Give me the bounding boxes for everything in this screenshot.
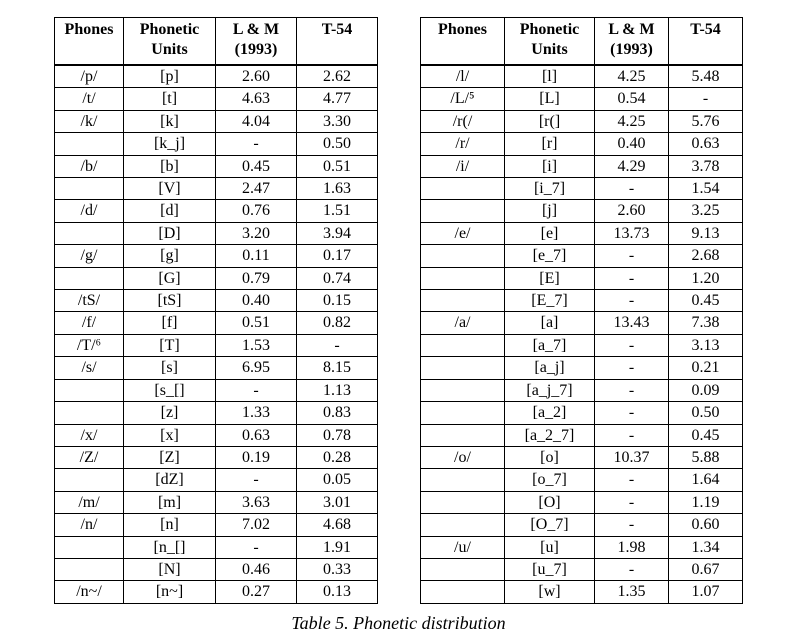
lm-1993-value-cell: - (595, 334, 669, 356)
t54-value-cell: 3.13 (669, 334, 743, 356)
t54-value-cell: 3.94 (297, 222, 378, 244)
lm-1993-value-cell: - (595, 469, 669, 491)
header-phonetic-units: Phonetic Units (124, 18, 216, 66)
t54-value-cell: 0.15 (297, 290, 378, 312)
t54-value-cell: 0.33 (297, 558, 378, 580)
t54-value-cell: 0.78 (297, 424, 378, 446)
t54-value-cell: 1.07 (669, 581, 743, 603)
lm-1993-value-cell: 0.63 (216, 424, 297, 446)
lm-1993-value-cell: 3.20 (216, 222, 297, 244)
t54-value-cell: 1.19 (669, 491, 743, 513)
t54-value-cell: 0.67 (669, 558, 743, 580)
phonetic-unit-cell: [G] (124, 267, 216, 289)
phonetic-unit-cell: [r] (505, 133, 595, 155)
phonetic-unit-cell: [N] (124, 558, 216, 580)
t54-value-cell: 0.51 (297, 155, 378, 177)
phone-cell: /i/ (421, 155, 505, 177)
phonetic-unit-cell: [L] (505, 88, 595, 110)
lm-1993-value-cell: 0.54 (595, 88, 669, 110)
phonetic-unit-cell: [n~] (124, 581, 216, 603)
phone-cell: /x/ (55, 424, 124, 446)
phone-cell: /t/ (55, 88, 124, 110)
lm-1993-value-cell: 3.63 (216, 491, 297, 513)
phone-cell (55, 402, 124, 424)
lm-1993-value-cell: 0.46 (216, 558, 297, 580)
table-row (421, 379, 743, 401)
t54-value-cell: 1.64 (669, 469, 743, 491)
table-row (421, 469, 743, 491)
lm-1993-value-cell: 2.47 (216, 178, 297, 200)
phone-cell (421, 200, 505, 222)
header-phonetic-units: Phonetic Units (505, 18, 595, 66)
lm-1993-value-cell: - (595, 178, 669, 200)
phonetic-unit-cell: [a_j_7] (505, 379, 595, 401)
table-row (421, 110, 743, 132)
t54-value-cell: 0.63 (669, 133, 743, 155)
header-t54: T-54 (297, 18, 378, 66)
lm-1993-value-cell: 6.95 (216, 357, 297, 379)
phonetic-unit-cell: [a_j] (505, 357, 595, 379)
lm-1993-value-cell: - (216, 536, 297, 558)
table-row (55, 469, 378, 491)
table-row (55, 312, 378, 334)
lm-1993-value-cell: 10.37 (595, 446, 669, 468)
table-row (421, 200, 743, 222)
lm-1993-value-cell: - (595, 514, 669, 536)
phonetic-unit-cell: [o] (505, 446, 595, 468)
phone-cell (55, 379, 124, 401)
phone-cell: /n/ (55, 514, 124, 536)
phone-cell (55, 267, 124, 289)
phonetic-unit-cell: [i] (505, 155, 595, 177)
lm-1993-value-cell: - (216, 469, 297, 491)
lm-1993-value-cell: - (595, 290, 669, 312)
phonetic-unit-cell: [x] (124, 424, 216, 446)
lm-1993-value-cell: 0.76 (216, 200, 297, 222)
t54-value-cell: 1.20 (669, 267, 743, 289)
phonetic-unit-cell: [T] (124, 334, 216, 356)
table-row (421, 65, 743, 88)
t54-value-cell: 5.76 (669, 110, 743, 132)
lm-1993-value-cell: 4.25 (595, 65, 669, 88)
lm-1993-value-cell: - (595, 491, 669, 513)
table-row (421, 312, 743, 334)
phonetic-unit-cell: [o_7] (505, 469, 595, 491)
table-row (55, 424, 378, 446)
phone-cell (421, 334, 505, 356)
table-row (55, 334, 378, 356)
phonetic-unit-cell: [k] (124, 110, 216, 132)
t54-value-cell: - (669, 88, 743, 110)
table-row (421, 178, 743, 200)
t54-value-cell: 1.51 (297, 200, 378, 222)
t54-value-cell: 0.50 (669, 402, 743, 424)
t54-value-cell: 0.45 (669, 290, 743, 312)
phone-cell (421, 267, 505, 289)
phone-cell (421, 290, 505, 312)
table-row (55, 155, 378, 177)
phonetic-unit-cell: [n_[] (124, 536, 216, 558)
t54-value-cell: 3.25 (669, 200, 743, 222)
phone-cell (421, 379, 505, 401)
phonetic-unit-cell: [n] (124, 514, 216, 536)
t54-value-cell: 3.01 (297, 491, 378, 513)
table-row (55, 558, 378, 580)
table-row (55, 65, 378, 88)
phonetic-unit-cell: [a] (505, 312, 595, 334)
table-row (55, 110, 378, 132)
t54-value-cell: 2.62 (297, 65, 378, 88)
table-row (55, 200, 378, 222)
t54-value-cell: 1.34 (669, 536, 743, 558)
table-row (421, 514, 743, 536)
lm-1993-value-cell: 1.98 (595, 536, 669, 558)
table-row (421, 222, 743, 244)
header-t54: T-54 (669, 18, 743, 66)
phonetic-unit-cell: [b] (124, 155, 216, 177)
table-row (55, 133, 378, 155)
header-phones: Phones (55, 18, 124, 66)
phonetic-unit-cell: [u_7] (505, 558, 595, 580)
t54-value-cell: 0.60 (669, 514, 743, 536)
table-row (421, 133, 743, 155)
lm-1993-value-cell: 0.45 (216, 155, 297, 177)
phone-cell: /p/ (55, 65, 124, 88)
phone-cell: /a/ (421, 312, 505, 334)
phonetic-unit-cell: [Z] (124, 446, 216, 468)
t54-value-cell: 0.83 (297, 402, 378, 424)
lm-1993-value-cell: 0.40 (595, 133, 669, 155)
lm-1993-value-cell: 0.40 (216, 290, 297, 312)
lm-1993-value-cell: - (595, 245, 669, 267)
table-row (421, 245, 743, 267)
phone-cell (55, 133, 124, 155)
t54-value-cell: 0.82 (297, 312, 378, 334)
table-row (421, 558, 743, 580)
header-lm-1993: L & M (1993) (595, 18, 669, 66)
header-lm-1993: L & M (1993) (216, 18, 297, 66)
phone-cell: /d/ (55, 200, 124, 222)
t54-value-cell: 7.38 (669, 312, 743, 334)
phone-cell: /T/⁶ (55, 334, 124, 356)
phone-cell: /s/ (55, 357, 124, 379)
t54-value-cell: 0.13 (297, 581, 378, 603)
phone-cell (421, 558, 505, 580)
lm-1993-value-cell: - (216, 379, 297, 401)
phone-cell: /r(/ (421, 110, 505, 132)
phone-cell (421, 424, 505, 446)
phone-cell: /b/ (55, 155, 124, 177)
phonetic-unit-cell: [a_7] (505, 334, 595, 356)
phone-cell (55, 536, 124, 558)
table-row (55, 222, 378, 244)
t54-value-cell: 0.45 (669, 424, 743, 446)
table-row (55, 267, 378, 289)
phonetic-unit-cell: [p] (124, 65, 216, 88)
lm-1993-value-cell: 0.51 (216, 312, 297, 334)
lm-1993-value-cell: 2.60 (216, 65, 297, 88)
table-row (421, 267, 743, 289)
table-row (421, 424, 743, 446)
phone-cell (55, 178, 124, 200)
phone-cell: /u/ (421, 536, 505, 558)
phonetic-unit-cell: [E] (505, 267, 595, 289)
phonetic-unit-cell: [f] (124, 312, 216, 334)
phonetic-unit-cell: [r(] (505, 110, 595, 132)
left-distribution-table (54, 17, 378, 604)
phone-cell (55, 469, 124, 491)
lm-1993-value-cell: 4.29 (595, 155, 669, 177)
header-row (55, 18, 378, 66)
phone-cell: /n~/ (55, 581, 124, 603)
table-row (55, 245, 378, 267)
phonetic-unit-cell: [e_7] (505, 245, 595, 267)
table-row (421, 446, 743, 468)
t54-value-cell: 0.21 (669, 357, 743, 379)
phone-cell (421, 469, 505, 491)
t54-value-cell: 0.05 (297, 469, 378, 491)
t54-value-cell: 3.78 (669, 155, 743, 177)
lm-1993-value-cell: 4.04 (216, 110, 297, 132)
table-row (55, 88, 378, 110)
table-row (55, 536, 378, 558)
t54-value-cell: 0.09 (669, 379, 743, 401)
table-row (421, 402, 743, 424)
table-row (55, 581, 378, 603)
lm-1993-value-cell: 13.73 (595, 222, 669, 244)
lm-1993-value-cell: - (595, 379, 669, 401)
lm-1993-value-cell: 4.25 (595, 110, 669, 132)
t54-value-cell: 0.74 (297, 267, 378, 289)
t54-value-cell: 1.63 (297, 178, 378, 200)
t54-value-cell: 3.30 (297, 110, 378, 132)
phonetic-unit-cell: [w] (505, 581, 595, 603)
table-row (421, 581, 743, 603)
phone-cell (421, 245, 505, 267)
lm-1993-value-cell: 1.53 (216, 334, 297, 356)
lm-1993-value-cell: 0.27 (216, 581, 297, 603)
phone-cell (421, 357, 505, 379)
t54-value-cell: 1.54 (669, 178, 743, 200)
t54-value-cell: 2.68 (669, 245, 743, 267)
phonetic-unit-cell: [k_j] (124, 133, 216, 155)
left-table-body (55, 65, 378, 603)
table-row (55, 446, 378, 468)
t54-value-cell: 1.91 (297, 536, 378, 558)
phone-cell: /o/ (421, 446, 505, 468)
table-row (55, 514, 378, 536)
header-row (421, 18, 743, 66)
phonetic-unit-cell: [dZ] (124, 469, 216, 491)
phone-cell (421, 581, 505, 603)
phonetic-unit-cell: [e] (505, 222, 595, 244)
phone-cell: /f/ (55, 312, 124, 334)
t54-value-cell: 1.13 (297, 379, 378, 401)
phonetic-unit-cell: [l] (505, 65, 595, 88)
t54-value-cell: 0.50 (297, 133, 378, 155)
lm-1993-value-cell: - (595, 402, 669, 424)
t54-value-cell: 9.13 (669, 222, 743, 244)
lm-1993-value-cell: - (595, 424, 669, 446)
lm-1993-value-cell: 0.79 (216, 267, 297, 289)
t54-value-cell: 0.17 (297, 245, 378, 267)
phonetic-unit-cell: [D] (124, 222, 216, 244)
phonetic-unit-cell: [u] (505, 536, 595, 558)
phonetic-unit-cell: [m] (124, 491, 216, 513)
phone-cell: /e/ (421, 222, 505, 244)
t54-value-cell: 0.28 (297, 446, 378, 468)
phone-cell: /tS/ (55, 290, 124, 312)
lm-1993-value-cell: 13.43 (595, 312, 669, 334)
phone-cell (421, 491, 505, 513)
phonetic-unit-cell: [g] (124, 245, 216, 267)
table-row (421, 155, 743, 177)
phone-cell (421, 402, 505, 424)
lm-1993-value-cell: 2.60 (595, 200, 669, 222)
table-row (421, 491, 743, 513)
lm-1993-value-cell: 7.02 (216, 514, 297, 536)
phone-cell: /m/ (55, 491, 124, 513)
phonetic-unit-cell: [t] (124, 88, 216, 110)
right-distribution-table (420, 17, 743, 604)
lm-1993-value-cell: 0.11 (216, 245, 297, 267)
phonetic-unit-cell: [E_7] (505, 290, 595, 312)
phonetic-unit-cell: [z] (124, 402, 216, 424)
t54-value-cell: 4.68 (297, 514, 378, 536)
lm-1993-value-cell: 4.63 (216, 88, 297, 110)
phonetic-unit-cell: [j] (505, 200, 595, 222)
t54-value-cell: - (297, 334, 378, 356)
table-row (55, 491, 378, 513)
phonetic-unit-cell: [O_7] (505, 514, 595, 536)
phone-cell (421, 178, 505, 200)
lm-1993-value-cell: - (216, 133, 297, 155)
phone-cell: /l/ (421, 65, 505, 88)
table-caption: Table 5. Phonetic distribution (291, 613, 506, 633)
table-row (421, 88, 743, 110)
lm-1993-value-cell: 1.33 (216, 402, 297, 424)
phonetic-unit-cell: [tS] (124, 290, 216, 312)
phone-cell: /k/ (55, 110, 124, 132)
table-row (421, 334, 743, 356)
phone-cell: /g/ (55, 245, 124, 267)
phonetic-unit-cell: [d] (124, 200, 216, 222)
t54-value-cell: 8.15 (297, 357, 378, 379)
phonetic-unit-cell: [s] (124, 357, 216, 379)
table-row (421, 536, 743, 558)
lm-1993-value-cell: - (595, 267, 669, 289)
table-row (421, 290, 743, 312)
phonetic-unit-cell: [s_[] (124, 379, 216, 401)
table-row (55, 402, 378, 424)
phone-cell (55, 222, 124, 244)
phone-cell: /L/⁵ (421, 88, 505, 110)
lm-1993-value-cell: 1.35 (595, 581, 669, 603)
t54-value-cell: 4.77 (297, 88, 378, 110)
t54-value-cell: 5.88 (669, 446, 743, 468)
phonetic-unit-cell: [O] (505, 491, 595, 513)
phonetic-unit-cell: [i_7] (505, 178, 595, 200)
table-row (55, 178, 378, 200)
phonetic-unit-cell: [a_2] (505, 402, 595, 424)
table-row (55, 379, 378, 401)
header-phones: Phones (421, 18, 505, 66)
t54-value-cell: 5.48 (669, 65, 743, 88)
table-row (421, 357, 743, 379)
table-row (55, 290, 378, 312)
lm-1993-value-cell: 0.19 (216, 446, 297, 468)
lm-1993-value-cell: - (595, 357, 669, 379)
phonetic-unit-cell: [V] (124, 178, 216, 200)
phone-cell: /Z/ (55, 446, 124, 468)
table-row (55, 357, 378, 379)
phonetic-unit-cell: [a_2_7] (505, 424, 595, 446)
phone-cell (421, 514, 505, 536)
right-table-body (421, 65, 743, 603)
phone-cell: /r/ (421, 133, 505, 155)
lm-1993-value-cell: - (595, 558, 669, 580)
phone-cell (55, 558, 124, 580)
